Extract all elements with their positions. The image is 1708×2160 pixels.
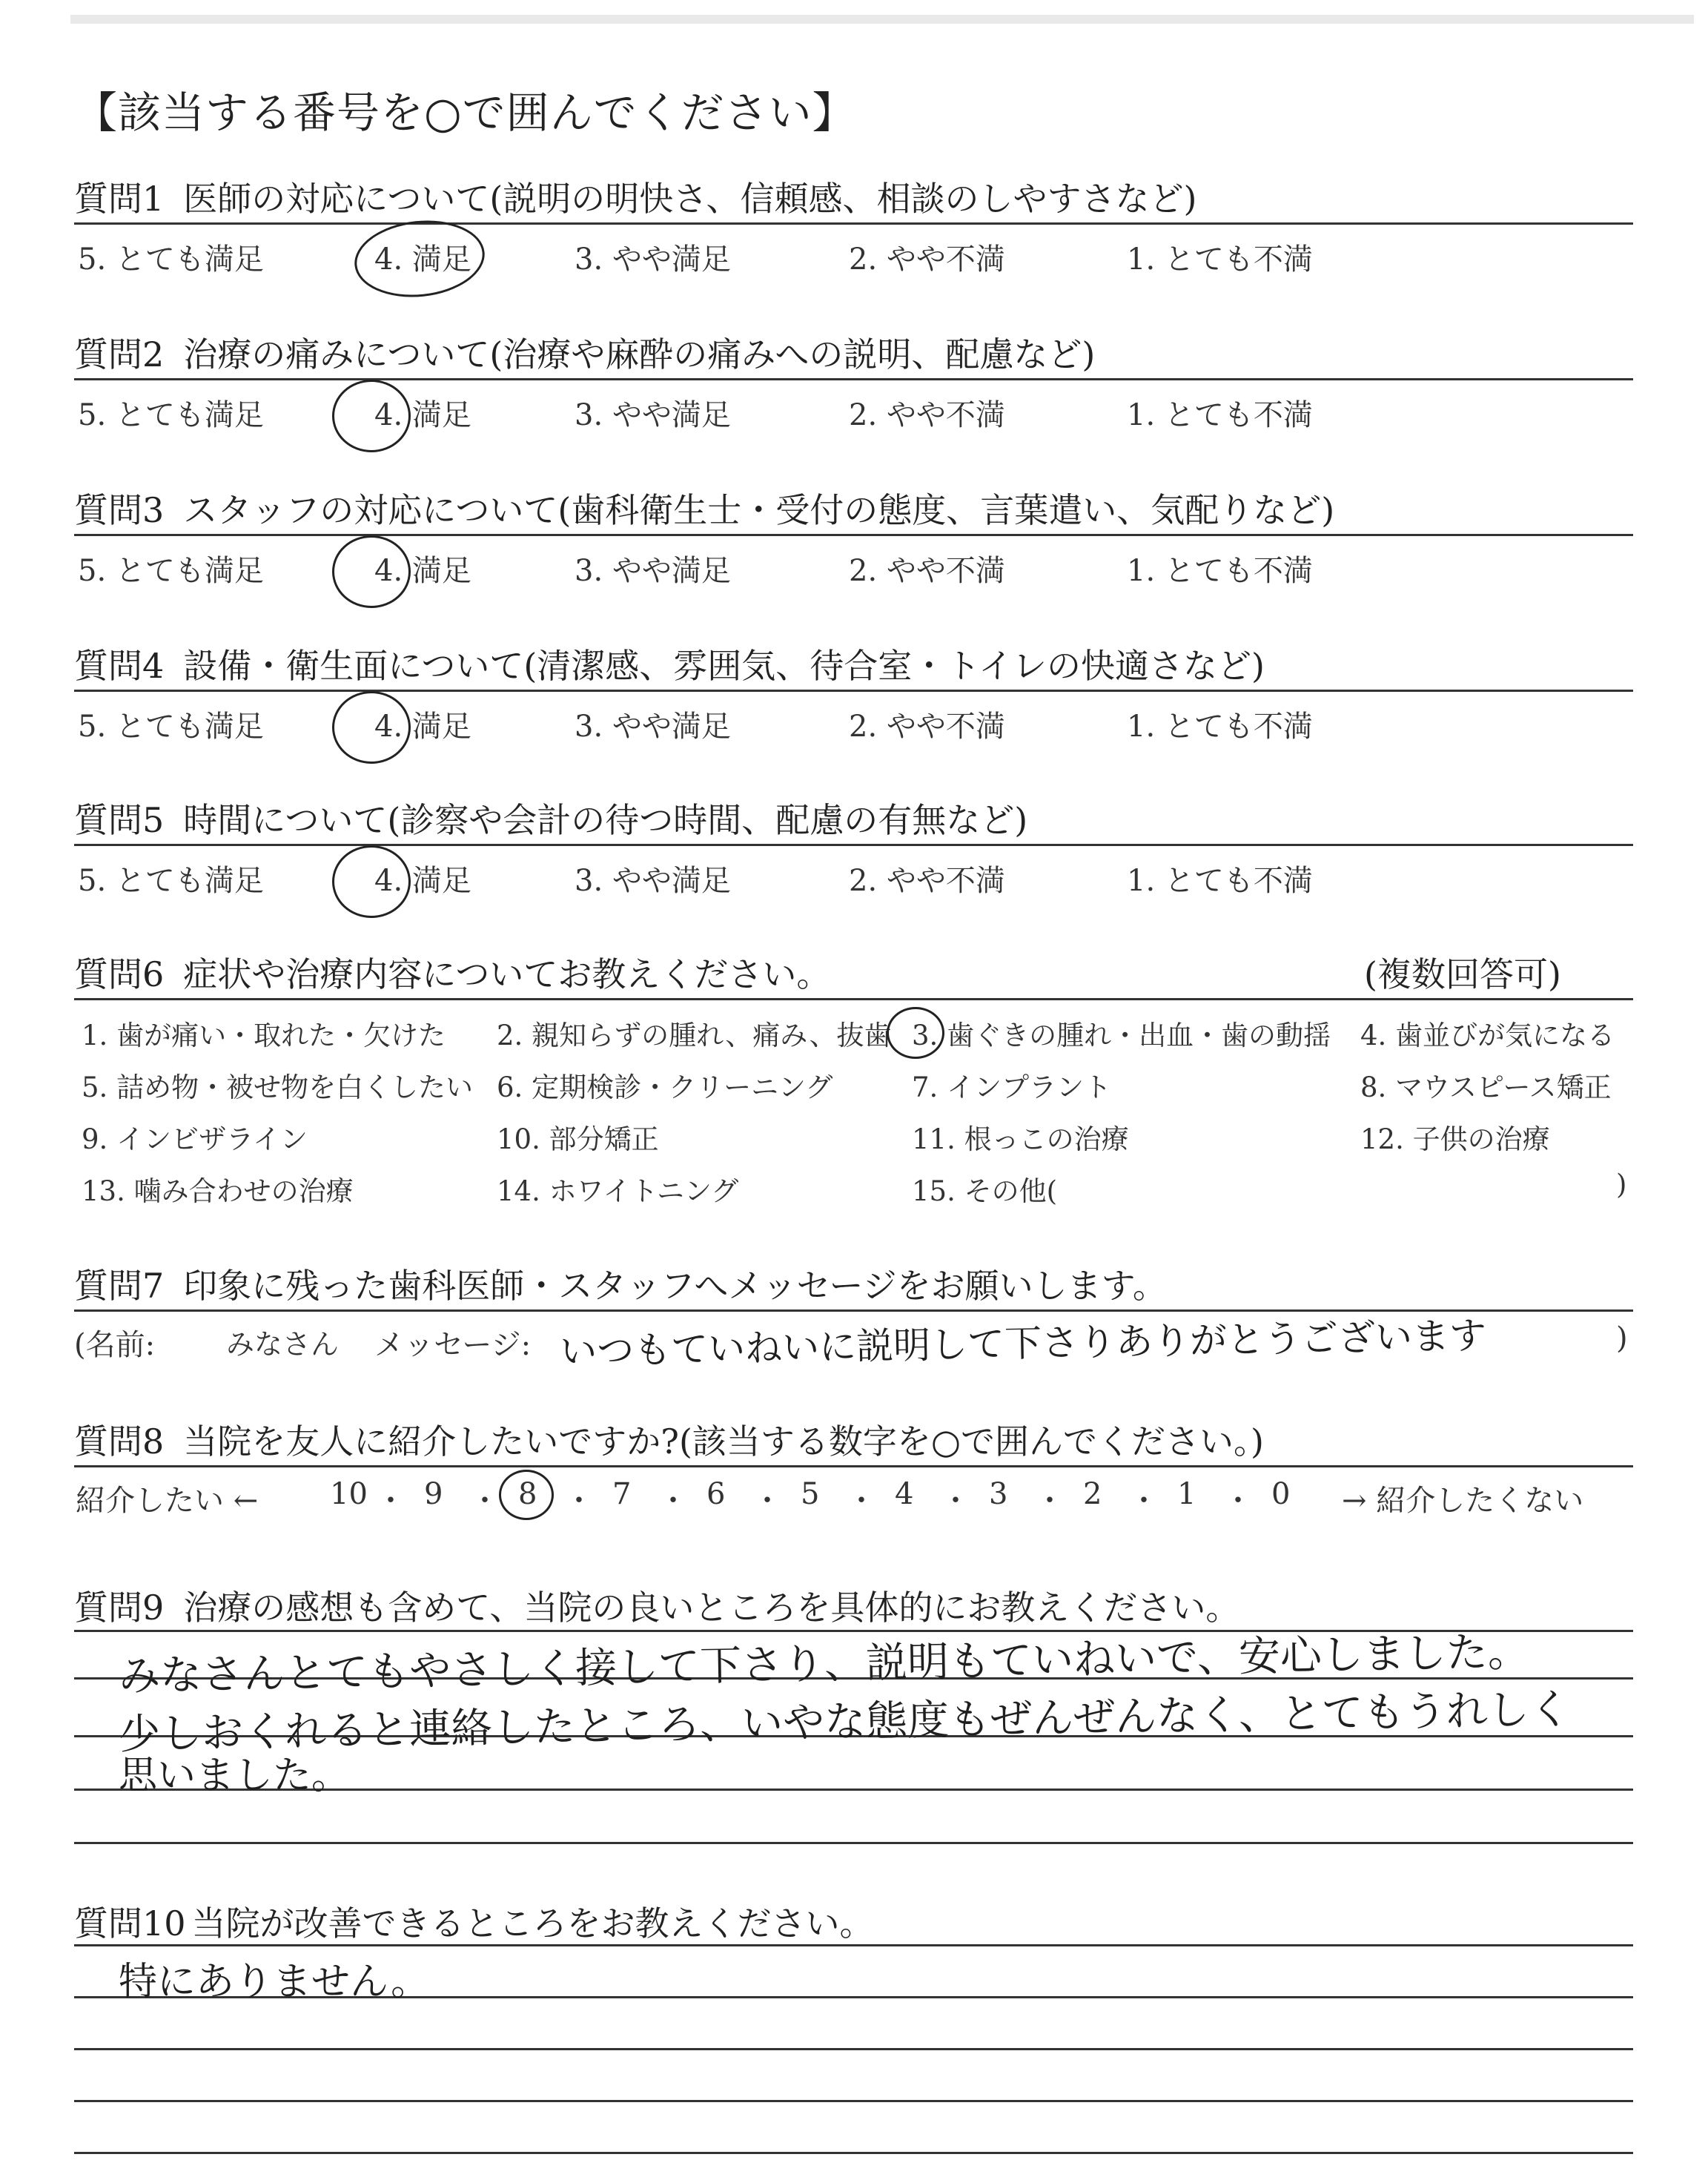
q7-name-label: (名前: [74,1328,156,1362]
q5-answer-circle [332,845,411,918]
q6-option-2[interactable]: 2. 親知らずの腫れ、痛み、抜歯 [497,1020,892,1051]
q6-option-1[interactable]: 1. 歯が痛い・取れた・欠けた [82,1020,446,1051]
q2-answer-circle [332,380,411,452]
q1-option-3[interactable]: 3. やや満足 [575,242,731,277]
q1-option-4-selected[interactable]: 4. 満足 [374,242,471,277]
q6-option-4[interactable]: 4. 歯並びが気になる [1360,1020,1615,1051]
question-6-note: (複数回答可) [1364,954,1561,994]
question-1-rule [74,222,1633,225]
scan-top-edge [70,15,1694,24]
q4-answer-circle [332,691,411,764]
question-2-title [74,328,1095,377]
question-7-text: 印象に残った歯科医師・スタッフへメッセージをお願いします。 [183,1266,1167,1306]
q10-writing-line [74,2152,1633,2154]
q8-scale-3[interactable]: 3 [989,1477,1008,1511]
q8-right-label: → 紹介したくない [1342,1484,1584,1518]
q6-option-12[interactable]: 12. 子供の治療 [1360,1123,1550,1155]
q8-scale-separator: ・ [1035,1484,1065,1518]
q9-writing-line [74,1842,1633,1844]
q2-option-2[interactable]: 2. やや不満 [849,398,1005,432]
q10-answer-line-1[interactable]: 特にありません。 [119,1960,430,2004]
q8-scale-separator: ・ [1223,1484,1253,1518]
question-3-text: スタッフの対応について(歯科衛生士・受付の態度、言葉遣い、気配りなど) [183,490,1335,530]
q9-answer-line-2[interactable]: 少しおくれると連絡したところ、いやな態度もぜんぜんなく、とてもうれしく [118,1685,1572,1760]
q3-option-5[interactable]: 5. とても満足 [78,554,264,588]
q10-writing-line [74,2048,1633,2050]
q7-name-value[interactable]: みなさん [226,1328,340,1361]
question-6-number: 質問6 [74,954,165,994]
question-3-title [74,483,1334,532]
question-4-text: 設備・衛生面について(清潔感、雰囲気、待合室・トイレの快適さなど) [183,646,1265,686]
q8-scale-separator: ・ [376,1484,406,1518]
q8-scale-separator: ・ [941,1484,970,1518]
question-9-title [74,1581,1239,1630]
q8-answer-circle [499,1470,554,1520]
q6-option-9[interactable]: 9. インビザライン [82,1123,308,1155]
question-3-number: 質問3 [74,490,165,530]
question-5-title [74,793,1027,842]
q3-option-1[interactable]: 1. とても不満 [1127,554,1313,588]
question-10-number: 質問10 [74,1903,186,1943]
question-1-title [74,172,1196,221]
question-4-rule [74,690,1633,692]
question-9-number: 質問9 [74,1588,165,1628]
q4-option-5[interactable]: 5. とても満足 [78,710,264,744]
q6-option-5[interactable]: 5. 詰め物・被せ物を白くしたい [82,1071,474,1103]
q7-message-value[interactable]: いつもていねいに説明して下さりありがとうございます [559,1314,1487,1373]
question-1-number: 質問1 [74,179,165,219]
q1-option-5[interactable]: 5. とても満足 [78,242,264,277]
question-8-title [74,1415,1264,1464]
q5-option-4-selected[interactable]: 4. 満足 [374,864,471,898]
question-7-number: 質問7 [74,1266,165,1306]
question-8-rule [74,1465,1633,1467]
question-2-number: 質問2 [74,334,165,374]
question-7-title [74,1259,1167,1308]
question-4-title [74,639,1265,688]
q3-option-3[interactable]: 3. やや満足 [575,554,731,588]
question-5-text: 時間について(診察や会計の待つ時間、配慮の有無など) [183,800,1028,840]
q2-option-5[interactable]: 5. とても満足 [78,398,264,432]
question-8-text: 当院を友人に紹介したいですか?(該当する数字を○で囲んでください。) [183,1421,1264,1462]
q8-scale-separator: ・ [752,1484,782,1518]
question-6-title [74,948,830,997]
q8-scale-7[interactable]: 7 [612,1477,632,1511]
question-8-number: 質問8 [74,1421,165,1462]
q1-option-1[interactable]: 1. とても不満 [1127,242,1313,277]
q8-scale-4[interactable]: 4 [895,1477,914,1511]
q8-scale-2[interactable]: 2 [1083,1477,1102,1511]
q3-answer-circle [332,535,411,608]
q6-option-15[interactable]: 15. その他( [912,1175,1058,1207]
question-6-rule [74,998,1633,1000]
q6-option-6[interactable]: 6. 定期検診・クリーニング [497,1071,833,1103]
q9-answer-line-3[interactable]: 思いました。 [119,1754,351,1798]
q10-writing-line [74,1944,1633,1946]
question-6-text: 症状や治療内容についてお教えください。 [183,954,831,994]
q8-scale-separator: ・ [658,1484,688,1518]
q8-scale-10[interactable]: 10 [330,1477,368,1511]
page-title: 【該当する番号を○で囲んでください】 [74,87,856,138]
question-10-title [74,1897,874,1946]
question-5-number: 質問5 [74,800,165,840]
question-5-rule [74,844,1633,846]
q5-option-2[interactable]: 2. やや不満 [849,864,1005,898]
q8-scale-separator: ・ [847,1484,876,1518]
q7-close-paren: ) [1616,1321,1628,1355]
q6-option-10[interactable]: 10. 部分矯正 [497,1123,659,1155]
question-2-rule [74,378,1633,380]
q8-scale-6[interactable]: 6 [706,1477,726,1511]
q8-scale-separator: ・ [1129,1484,1159,1518]
question-9-text: 治療の感想も含めて、当院の良いところを具体的にお教えください。 [183,1588,1240,1628]
q4-option-1[interactable]: 1. とても不満 [1127,710,1313,744]
q3-option-4-selected[interactable]: 4. 満足 [374,554,471,588]
q6-answer-circle [887,1007,944,1059]
q6-option-13[interactable]: 13. 噛み合わせの治療 [82,1175,354,1207]
q1-answer-circle [351,214,489,303]
question-1-text: 医師の対応について(説明の明快さ、信頼感、相談のしやすさなど) [183,179,1197,219]
q6-option-7[interactable]: 7. インプラント [912,1071,1112,1103]
q8-scale-5[interactable]: 5 [801,1477,820,1511]
q9-answer-line-1[interactable]: みなさんとてもやさしく接して下さり、説明もていねいで、安心しました。 [118,1628,1530,1701]
q6-option-3-selected[interactable]: 3. 歯ぐきの腫れ・出血・歯の動揺 [912,1020,1331,1051]
q8-left-label: 紹介したい ← [76,1484,259,1518]
q1-option-2[interactable]: 2. やや不満 [849,242,1005,277]
q6-option-8[interactable]: 8. マウスピース矯正 [1360,1071,1612,1103]
q6-option-15-close: ) [1616,1169,1627,1200]
q4-option-3[interactable]: 3. やや満足 [575,710,731,744]
q8-scale-separator: ・ [564,1484,594,1518]
q5-option-3[interactable]: 3. やや満足 [575,864,731,898]
q2-option-4-selected[interactable]: 4. 満足 [374,398,471,432]
q10-writing-line [74,2100,1633,2102]
q6-option-14[interactable]: 14. ホワイトニング [497,1175,739,1207]
q4-option-4-selected[interactable]: 4. 満足 [374,710,471,744]
question-2-text: 治療の痛みについて(治療や麻酔の痛みへの説明、配慮など) [183,334,1096,374]
q8-scale-1[interactable]: 1 [1177,1477,1196,1511]
q2-option-1[interactable]: 1. とても不満 [1127,398,1313,432]
q8-scale-separator: ・ [470,1484,500,1518]
q5-option-5[interactable]: 5. とても満足 [78,864,264,898]
q4-option-2[interactable]: 2. やや不満 [849,710,1005,744]
question-4-number: 質問4 [74,646,165,686]
question-10-text: 当院が改善できるところをお教えください。 [191,1903,874,1943]
q8-scale-9[interactable]: 9 [424,1477,443,1511]
q5-option-1[interactable]: 1. とても不満 [1127,864,1313,898]
q8-scale-0[interactable]: 0 [1271,1477,1291,1511]
q8-scale-8[interactable]: 8 [518,1477,537,1511]
q2-option-3[interactable]: 3. やや満足 [575,398,731,432]
question-3-rule [74,534,1633,536]
q6-option-11[interactable]: 11. 根っこの治療 [912,1123,1129,1155]
q7-message-label: メッセージ: [374,1328,532,1362]
q3-option-2[interactable]: 2. やや不満 [849,554,1005,588]
